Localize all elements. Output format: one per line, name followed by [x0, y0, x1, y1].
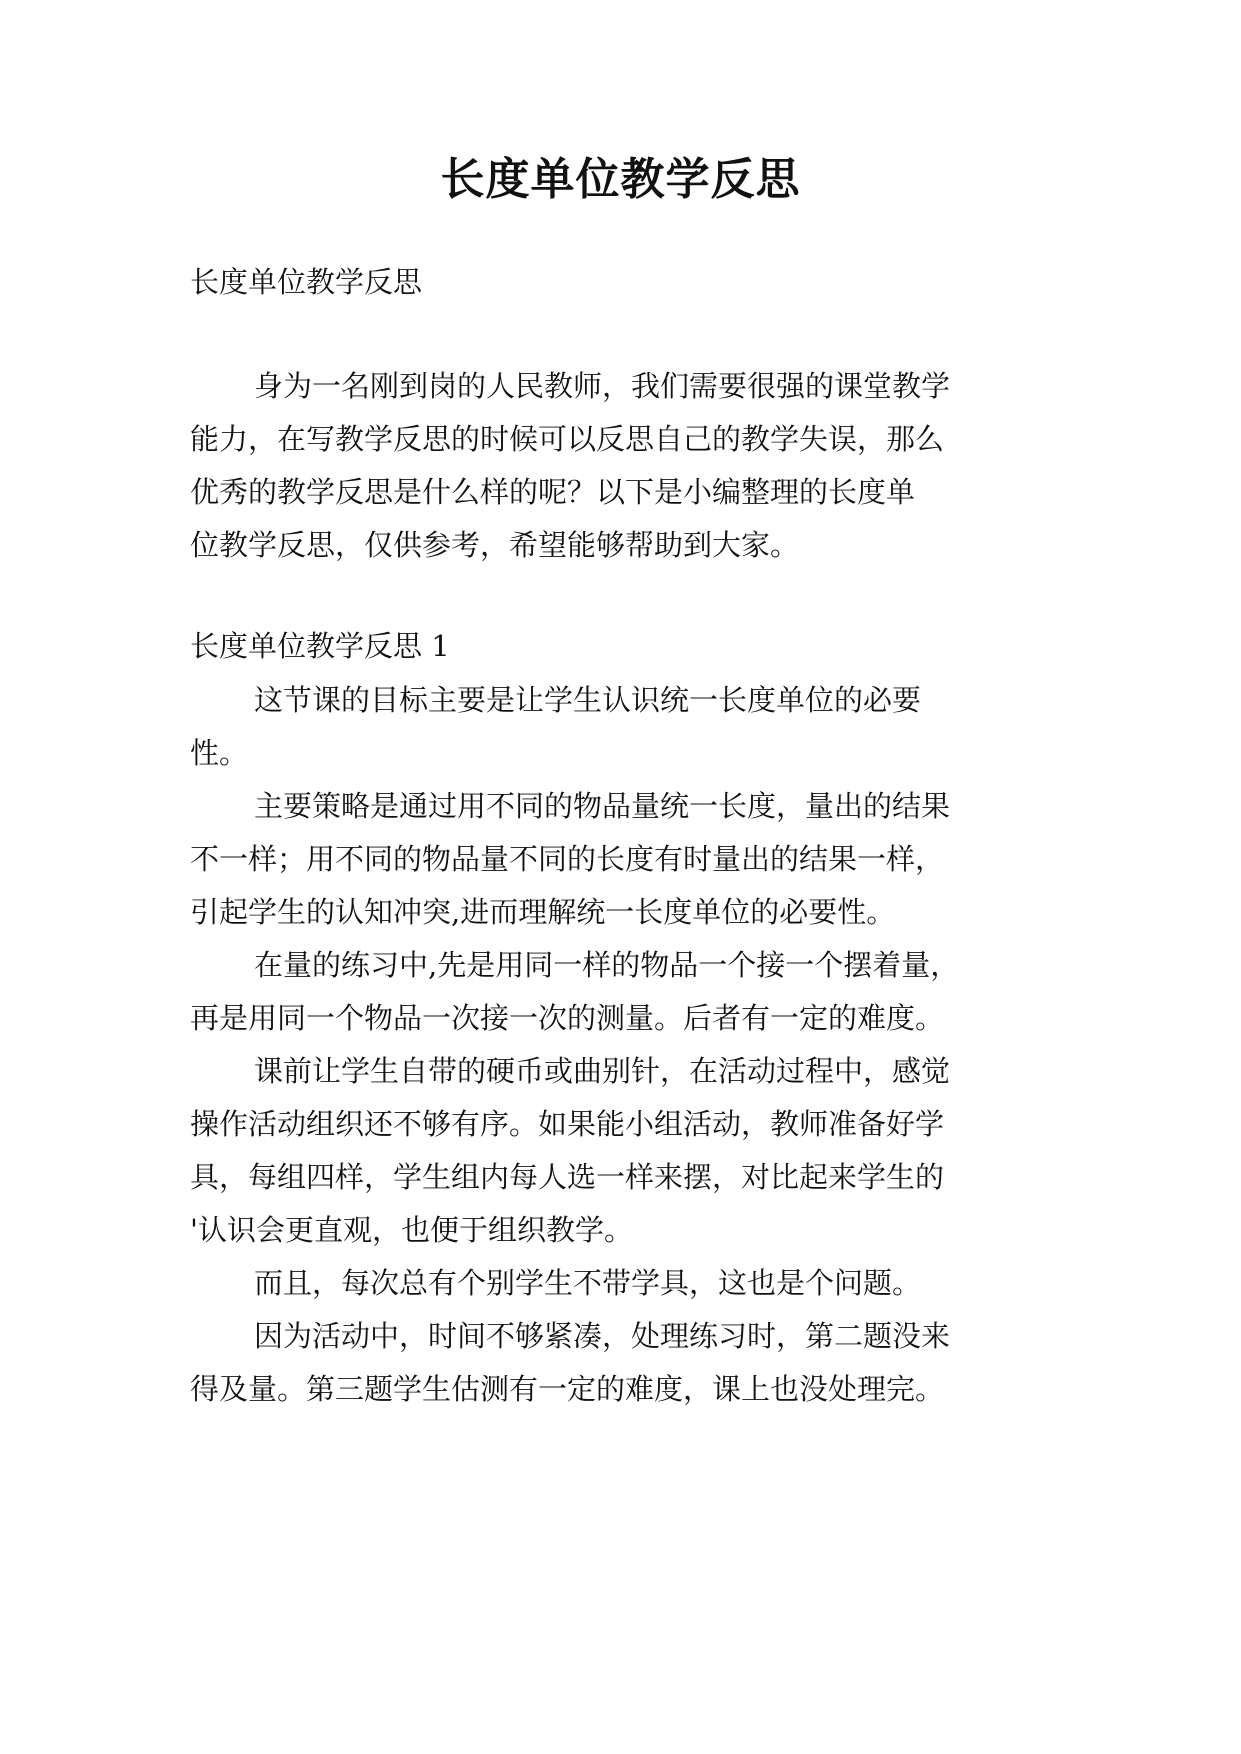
body-line: 主要策略是通过用不同的物品量统一长度，量出的结果 [254, 789, 951, 823]
body-line: 这节课的目标主要是让学生认识统一长度单位的必要 [254, 683, 922, 717]
intro-line: 身为一名刚到岗的人民教师，我们需要很强的课堂教学 [254, 369, 951, 403]
body-line: 得及量。第三题学生估测有一定的难度，课上也没处理完。 [190, 1372, 945, 1406]
intro-line: 优秀的教学反思是什么样的呢？以下是小编整理的长度单 [190, 475, 916, 509]
intro-line: 位教学反思，仅供参考，希望能够帮助到大家。 [190, 528, 800, 562]
document-subtitle: 长度单位教学反思 [190, 265, 423, 299]
section-heading: 长度单位教学反思 1 [190, 629, 450, 663]
body-line: 再是用同一个物品一次接一次的测量。后者有一定的难度。 [190, 1001, 945, 1035]
body-line: 引起学生的认知冲突,进而理解统一长度单位的必要性。 [190, 895, 896, 929]
body-line: 在量的练习中,先是用同一样的物品一个接一个摆着量， [254, 948, 960, 982]
body-line: 具，每组四样，学生组内每人选一样来摆，对比起来学生的 [190, 1160, 945, 1194]
body-line: 不一样；用不同的物品量不同的长度有时量出的结果一样， [190, 842, 945, 876]
body-line: 而且，每次总有个别学生不带学具，这也是个问题。 [254, 1266, 922, 1300]
body-line: 性。 [190, 736, 249, 770]
intro-line: 能力，在写教学反思的时候可以反思自己的教学失误，那么 [190, 422, 945, 456]
body-line: '认识会更直观，也便于组织教学。 [190, 1213, 633, 1247]
document-title: 长度单位教学反思 [440, 154, 801, 205]
body-line: 操作活动组织还不够有序。如果能小组活动，教师准备好学 [190, 1107, 945, 1141]
body-line: 课前让学生自带的硬币或曲别针，在活动过程中，感觉 [254, 1054, 951, 1088]
body-line: 因为活动中，时间不够紧凑，处理练习时，第二题没来 [254, 1319, 951, 1353]
